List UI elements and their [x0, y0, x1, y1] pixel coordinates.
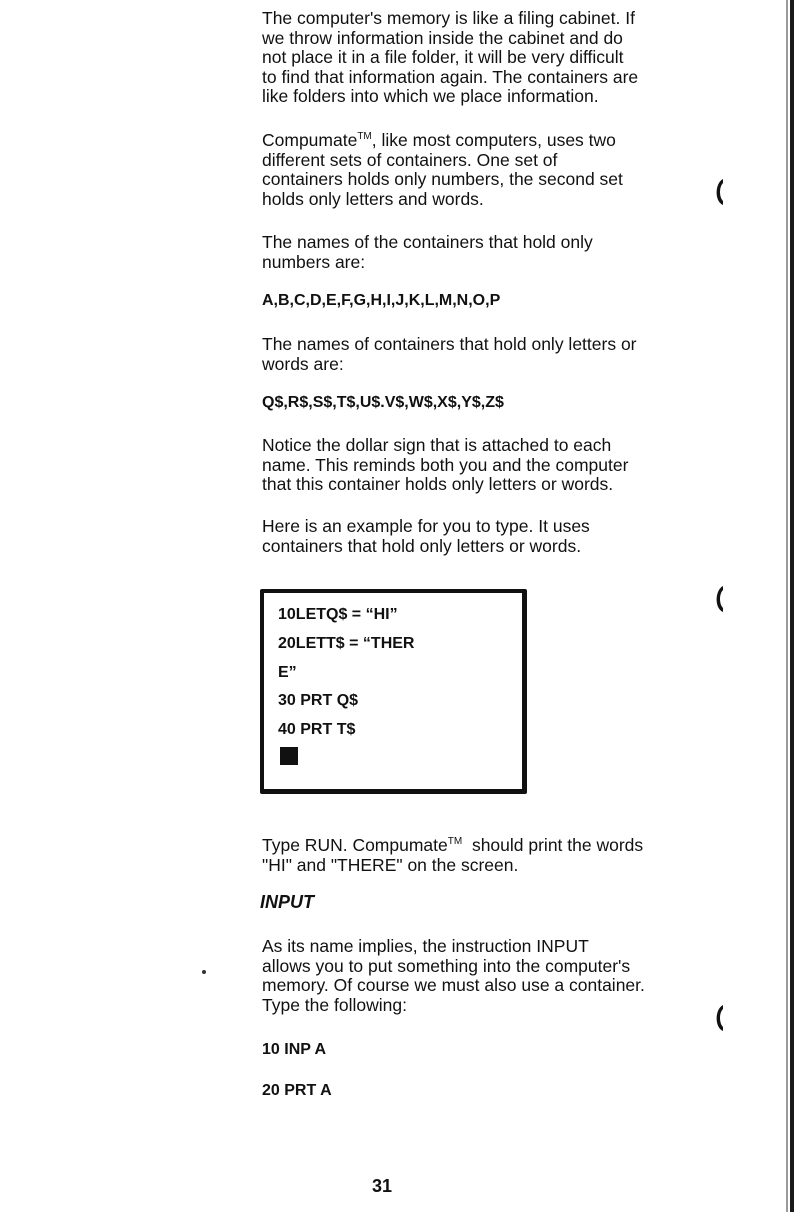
- text-line: words are:: [262, 353, 344, 374]
- text-line: name. This reminds both you and the computer: [262, 454, 629, 475]
- paragraph-type-run: [262, 836, 702, 875]
- text-line: containers holds only numbers, the second set: [262, 169, 623, 189]
- text-line: "HI" and "THERE" on the screen.: [262, 854, 519, 875]
- text-fragment: should print the words: [462, 835, 644, 855]
- text-line: Here is an example for you to type. It uses: [262, 516, 590, 536]
- text-line: numbers are:: [262, 251, 366, 272]
- text-fragment: , like most computers, uses two: [371, 130, 616, 150]
- trademark-mark: TM: [357, 131, 372, 143]
- paragraph-string-names: [262, 335, 702, 374]
- text-line: containers that hold only letters or words.: [262, 535, 582, 556]
- paragraph-numeric-names: [262, 233, 702, 272]
- page-edge: [790, 0, 794, 1212]
- string-container-list: Q$,R$,S$,T$,U$.V$,W$,X$,Y$,Z$: [262, 394, 504, 411]
- paragraph-input-description: [262, 937, 702, 1015]
- paragraph-dollar-sign: [262, 436, 702, 495]
- text-line: not place it in a file folder, it will be very difficult: [262, 47, 624, 67]
- binding-punch-mark: [712, 1004, 724, 1032]
- binding-punch-mark: [712, 178, 724, 206]
- screen-code-line: 20LETT$ = “THER: [278, 635, 415, 652]
- page-edge-shadow: [786, 0, 788, 1212]
- compumate-word: Compumate: [262, 130, 358, 150]
- text-line: to find that information again. The containers are: [262, 66, 639, 87]
- text-line: memory. Of course we must also use a container.: [262, 975, 645, 995]
- screen-code-line: 30 PRT Q$: [278, 692, 359, 709]
- text-line: like folders into which we place information.: [262, 86, 599, 106]
- stray-mark: [202, 970, 206, 974]
- paragraph-two-sets: [262, 131, 702, 209]
- text-line: holds only letters and words.: [262, 188, 484, 209]
- cursor-block: [280, 747, 298, 765]
- text-line: The computer's memory is like a filing cabinet. If: [262, 8, 635, 28]
- text-line: allows you to put something into the computer's: [262, 955, 631, 976]
- text-line: The names of the containers that hold only: [262, 232, 593, 252]
- text-line: [262, 131, 702, 151]
- text-line: The names of containers that hold only letters or: [262, 334, 637, 354]
- text-line: Notice the dollar sign that is attached to each: [262, 435, 612, 455]
- numeric-container-list: A,B,C,D,E,F,G,H,I,J,K,L,M,N,O,P: [262, 292, 501, 309]
- page-number: 31: [372, 1176, 393, 1196]
- text-line: Type the following:: [262, 994, 407, 1015]
- text-fragment: Type RUN. Compumate: [262, 835, 448, 855]
- binding-punch-mark: [712, 585, 724, 613]
- text-line: that this container holds only letters or words.: [262, 474, 614, 494]
- text-line: As its name implies, the instruction INPUT: [262, 936, 589, 956]
- section-heading-input: INPUT: [260, 892, 314, 912]
- code-line-inp: 10 INP A: [262, 1041, 327, 1058]
- screen-code-line: E”: [278, 664, 297, 681]
- paragraph-filing-cabinet: [262, 9, 702, 107]
- text-line: different sets of containers. One set of: [262, 149, 558, 170]
- paragraph-example-intro: [262, 517, 702, 556]
- code-line-prt: 20 PRT A: [262, 1082, 332, 1099]
- screen-code-line: 40 PRT T$: [278, 721, 356, 738]
- text-line: we throw information inside the cabinet and do: [262, 27, 623, 48]
- trademark-mark: TM: [447, 836, 463, 848]
- screen-code-line: 10LETQ$ = “HI”: [278, 606, 398, 623]
- text-line: [262, 836, 702, 856]
